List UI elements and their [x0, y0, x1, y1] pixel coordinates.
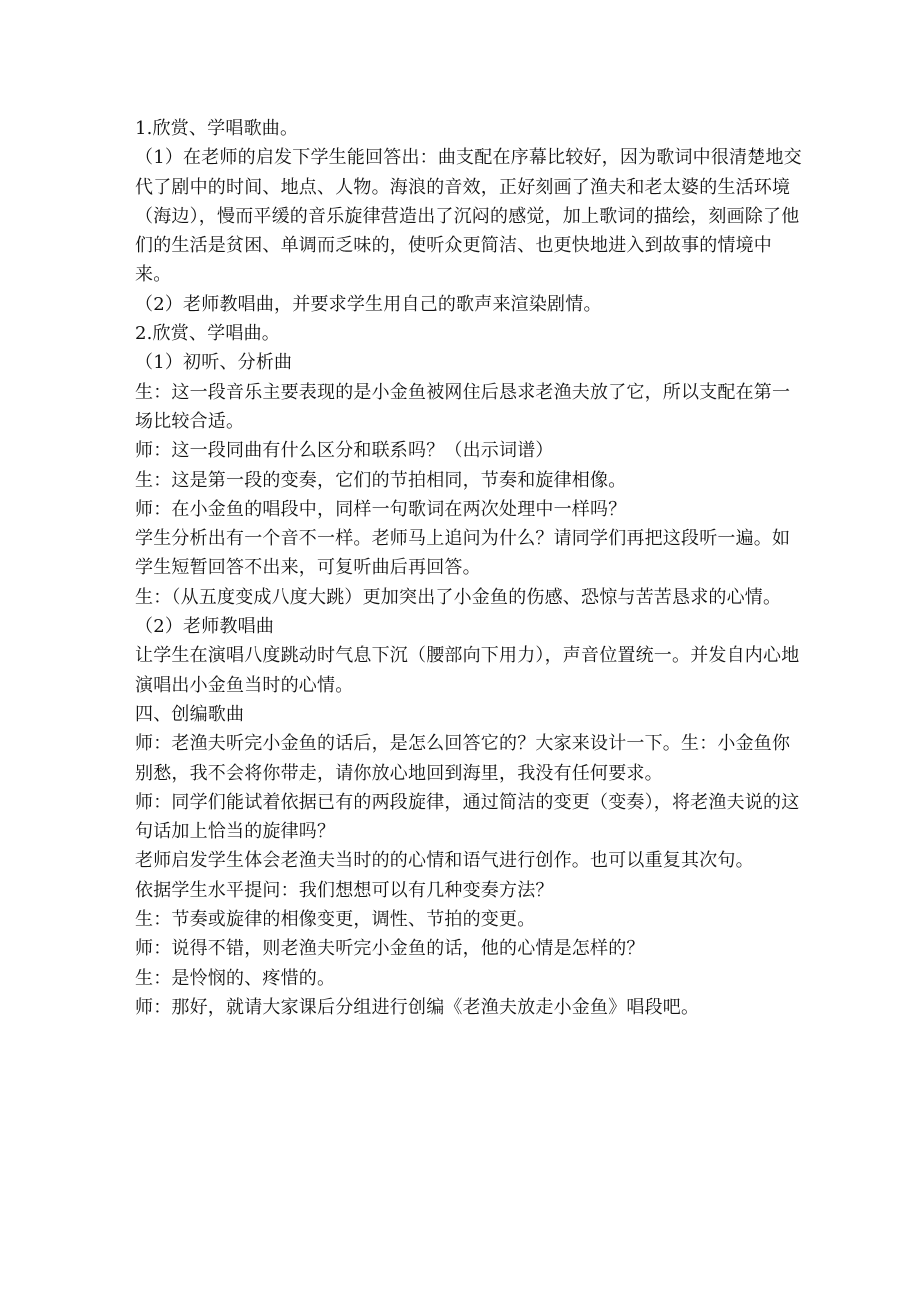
paragraph-15: 师：老渔夫听完小金鱼的话后，是怎么回答它的？大家来设计一下。生：小金鱼你别愁，我不会将你带走，请你放心地回到海里，我没有任何要求。 [135, 733, 791, 784]
paragraph-11: 生：（从五度变成八度大跳）更加突出了小金鱼的伤感、恐惊与苦苦恳求的心情。 [135, 586, 782, 608]
paragraph-18: 依据学生水平提问：我们想想可以有几种变奏方法？ [135, 879, 554, 901]
paragraph-7: 师：这一段同曲有什么区分和联系吗？（出示词谱） [135, 440, 554, 462]
paragraph-20: 师：说得不错，则老渔夫听完小金鱼的话，他的心情是怎样的？ [135, 938, 645, 960]
paragraph-10: 学生分析出有一个音不一样。老师马上追问为什么？请同学们再把这段听一遍。如学生短暂回答不出来，可复听曲后再回答。 [135, 528, 791, 579]
paragraph-16: 师：同学们能试着依据已有的两段旋律，通过简洁的变更（变奏），将老渔夫说的这句话加上恰当的旋律吗？ [135, 791, 800, 843]
paragraph-9: 师：在小金鱼的唱段中，同样一句歌词在两次处理中一样吗？ [135, 498, 627, 520]
paragraph-13: 让学生在演唱八度跳动时气息下沉（腰部向下用力），声音位置统一。并发自内心地演唱出小金鱼当时的心情。 [135, 645, 800, 696]
paragraph-6: 生：这一段音乐主要表现的是小金鱼被网住后恳求老渔夫放了它，所以支配在第一场比较合适。 [135, 381, 791, 432]
paragraph-19: 生：节奏或旋律的相像变更，调性、节拍的变更。 [135, 909, 536, 931]
document-body [135, 114, 805, 1022]
paragraph-2: （1）在老师的启发下学生能回答出：曲支配在序幕比较好，因为歌词中很清楚地交代了剧中的时间、地点、人物。海浪的音效，正好刻画了渔夫和老太婆的生活环境（海边），慢而平缓的音乐旋律营造出了沉闷的感觉，加上歌词的描绘，刻画除了他们的生活是贫困、单调而乏味的，使听众更简洁、也更快地进入到故事的情境中来。 [135, 147, 802, 286]
paragraph-3: （2）老师教唱曲，并要求学生用自己的歌声来渲染剧情。 [135, 293, 602, 315]
paragraph-5: （1）初听、分析曲 [135, 352, 293, 374]
paragraph-4: 2.欣赏、学唱曲。 [135, 323, 280, 345]
paragraph-21: 生：是怜悯的、疼惜的。 [135, 967, 336, 989]
paragraph-12: （2）老师教唱曲 [135, 616, 275, 638]
paragraph-22: 师：那好，就请大家课后分组进行创编《老渔夫放走小金鱼》唱段吧。 [135, 996, 700, 1018]
paragraph-14: 四、创编歌曲 [135, 703, 245, 725]
paragraph-8: 生：这是第一段的变奏，它们的节拍相同，节奏和旋律相像。 [135, 469, 627, 491]
paragraph-1: 1.欣赏、学唱歌曲。 [135, 118, 299, 139]
paragraph-17: 老师启发学生体会老渔夫当时的的心情和语气进行创作。也可以重复其次句。 [135, 850, 754, 872]
